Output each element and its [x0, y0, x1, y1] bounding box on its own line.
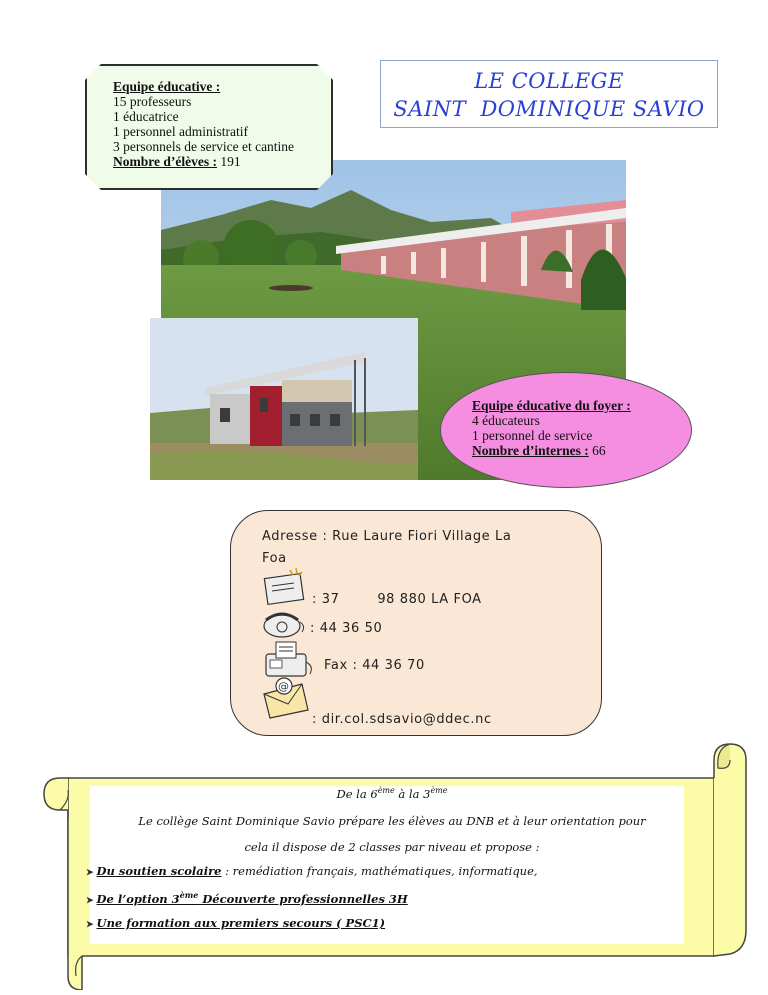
- interns-label: Nombre d’internes :: [472, 443, 589, 458]
- students-value: 191: [220, 154, 241, 169]
- team-heading: Equipe éducative :: [113, 79, 221, 94]
- team-info: [87, 66, 331, 188]
- bullet-bold: De l’option 3ème Découverte professionnelles 3H: [96, 890, 408, 906]
- arrow-bullet-icon: ➤: [86, 920, 94, 930]
- students-count: [113, 154, 331, 169]
- arrow-bullet-icon: ➤: [86, 895, 94, 906]
- foyer-line: 1 personnel de service: [472, 428, 593, 443]
- interns-count: [472, 443, 682, 458]
- bullet-bold: Une formation aux premiers secours ( PSC1): [96, 916, 386, 930]
- foyer-info: [472, 398, 682, 458]
- title-line-2: SAINT DOMINIQUE SAVIO: [393, 97, 705, 121]
- team-line: 3 personnels de service et cantine: [113, 139, 295, 154]
- fax-number: Fax : 44 36 70: [324, 658, 425, 673]
- phone-number: : 44 36 50: [310, 621, 383, 636]
- foyer-building-photo: [150, 318, 418, 480]
- intro-line-2: cela il dispose de 2 classes par niveau et propose :: [244, 840, 540, 854]
- bullet-option: [86, 890, 408, 906]
- level-text: De la 6: [336, 786, 378, 801]
- title-line-1: LE COLLEGE: [474, 69, 624, 93]
- address: [262, 526, 562, 570]
- foyer-line: 4 éducateurs: [472, 413, 540, 428]
- arrow-bullet-icon: ➤: [86, 868, 94, 878]
- scroll-content: [86, 786, 692, 942]
- svg-text:@: @: [278, 680, 289, 693]
- bullet-rest: : remédiation français, mathématiques, informatique,: [221, 864, 538, 878]
- level-sup: ème: [377, 786, 395, 795]
- bullet-first-aid: [86, 916, 385, 930]
- email-icon: [262, 676, 312, 725]
- interns-value: 66: [592, 443, 606, 458]
- bullet-bold: Du soutien scolaire: [96, 864, 222, 878]
- address-line-1: Adresse : Rue Laure Fiori Village La: [262, 529, 512, 544]
- team-line: 1 personnel administratif: [113, 124, 248, 139]
- email-address: : dir.col.sdsavio@ddec.nc: [312, 712, 492, 727]
- level-range: [92, 786, 692, 801]
- level-text: à la 3: [394, 786, 431, 801]
- team-line: 1 éducatrice: [113, 109, 179, 124]
- page-title: [380, 60, 718, 128]
- mail-icon: [262, 566, 308, 611]
- level-sup: ème: [430, 786, 448, 795]
- address-line-2: Foa: [262, 551, 287, 566]
- mail-address: : 37 98 880 LA FOA: [312, 592, 482, 607]
- team-line: 15 professeurs: [113, 94, 192, 109]
- foyer-heading: Equipe éducative du foyer :: [472, 398, 631, 413]
- bullet-tutoring: [86, 864, 538, 878]
- students-label: Nombre d’élèves :: [113, 154, 217, 169]
- intro-line-1: Le collège Saint Dominique Savio prépare les élèves au DNB et à leur orientation pour: [138, 814, 646, 828]
